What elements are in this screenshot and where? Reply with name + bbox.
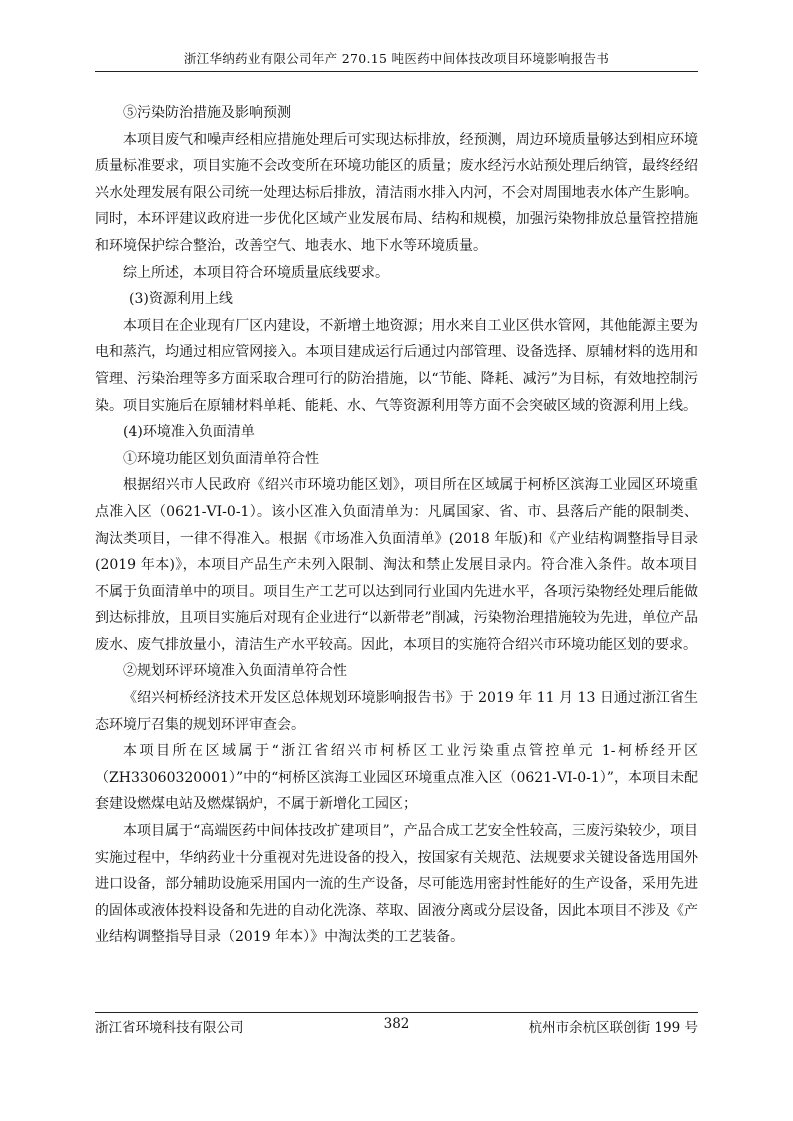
footer-divider bbox=[95, 1012, 698, 1013]
page-header: 浙江华纳药业有限公司年产 270.15 吨医药中间体技改项目环境影响报告书 bbox=[183, 51, 610, 66]
paragraph-pollution-prediction: 本项目废气和噪声经相应措施处理后可实现达标排放，经预测，周边环境质量够达到相应环境质量标准要求，项目实施不会改变所在环境功能区的质量；废水经污水站预处理后纳管，最终经绍兴水处理发展有限公司统一处理达标后排放，清洁雨水排入内河，不会对周围地表水体产生影响。同时，本环评建议政府进一步优化区域产业发展布局、结构和规模，加强污染物排放总量管控措施和环境保护综合整治，改善空气、地表水、地下水等环境质量。 bbox=[95, 131, 698, 254]
section-heading-functional-zoning: ①环境功能区划负面清单符合性 bbox=[123, 450, 319, 467]
paragraph-equipment: 本项目属于“高端医药中间体技改扩建项目”，产品合成工艺安全性较高，三废污染较少，项目实施过程中，华纳药业十分重视对先进设备的投入，按国家有关规范、法规要求关键设备选用国外进口设备，部分辅助设施采用国内一流的生产设备，尽可能选用密封性能好的生产设备，采用先进的固体或液体投料设备和先进的自动化洗涤、萃取、固液分离或分层设备，因此本项目不涉及《产业结构调整指导目录（2019 年本）》中淘汰类的工艺装备。 bbox=[95, 823, 698, 946]
page-footer bbox=[95, 1016, 698, 1038]
section-heading-planning-eia: ②规划环评环境准入负面清单符合性 bbox=[123, 663, 347, 680]
footer-address: 杭州市余杭区联创街 199 号 bbox=[528, 1020, 698, 1036]
section-heading-pollution-prevention: ⑤污染防治措施及影响预测 bbox=[123, 105, 291, 121]
paragraph-control-unit: 本项目所在区域属于“浙江省绍兴市柯桥区工业污染重点管控单元 1-柯桥经开区（ZH33060320001）”中的“柯桥区滨海工业园区环境重点准入区（0621-VI-0-1）”，本项目未配套建设燃煤电站及燃煤锅炉，不属于新增化工园区； bbox=[95, 743, 698, 813]
section-heading-resource-limit: (3)资源利用上线 bbox=[129, 291, 233, 308]
paragraph-planning-review: 《绍兴柯桥经济技术开发区总体规划环境影响报告书》于 2019 年 11 月 13 日通过浙江省生态环境厅召集的规划环评审查会。 bbox=[95, 690, 698, 733]
header-divider bbox=[95, 71, 698, 72]
section-heading-negative-list: (4)环境准入负面清单 bbox=[123, 424, 255, 441]
document-body bbox=[95, 100, 698, 951]
paragraph-resource-use: 本项目在企业现有厂区内建设，不新增土地资源；用水来自工业区供水管网，其他能源主要为电和蒸汽，均通过相应管网接入。本项目建成运行后通过内部管理、设备选择、原辅材料的选用和管理、污染治理等多方面采取合理可行的防治措施，以“节能、降耗、减污”为目标，有效地控制污染。项目实施后在原辅材料单耗、能耗、水、气等资源利用等方面不会突破区域的资源利用上线。 bbox=[95, 317, 698, 414]
footer-company: 浙江省环境科技有限公司 bbox=[95, 1020, 244, 1036]
paragraph-quality-baseline-conclusion: 综上所述，本项目符合环境质量底线要求。 bbox=[123, 264, 389, 281]
page-number: 382 bbox=[383, 1016, 410, 1032]
paragraph-functional-zoning: 根据绍兴市人民政府《绍兴市环境功能区划》，项目所在区域属于柯桥区滨海工业园区环境重点准入区（0621-VI-0-1）。该小区准入负面清单为：凡属国家、省、市、县落后产能的限制类、淘汰类项目，一律不得准入。根据《市场准入负面清单》(2018 年版)和《产业结构调整指导目录(2019 年本)》，本项目产品生产未列入限制、淘汰和禁止发展目录内。符合准入条件。故本项目不属于负面清单中的项目。项目生产工艺可以达到同行业国内先进水平，各项污染物经处理后能做到达标排放，且项目实施后对现有企业进行“以新带老”削减，污染物治理措施较为先进，单位产品废水、废气排放量小，清洁生产水平较高。因此，本项目的实施符合绍兴市环境功能区划的要求。 bbox=[95, 477, 698, 653]
